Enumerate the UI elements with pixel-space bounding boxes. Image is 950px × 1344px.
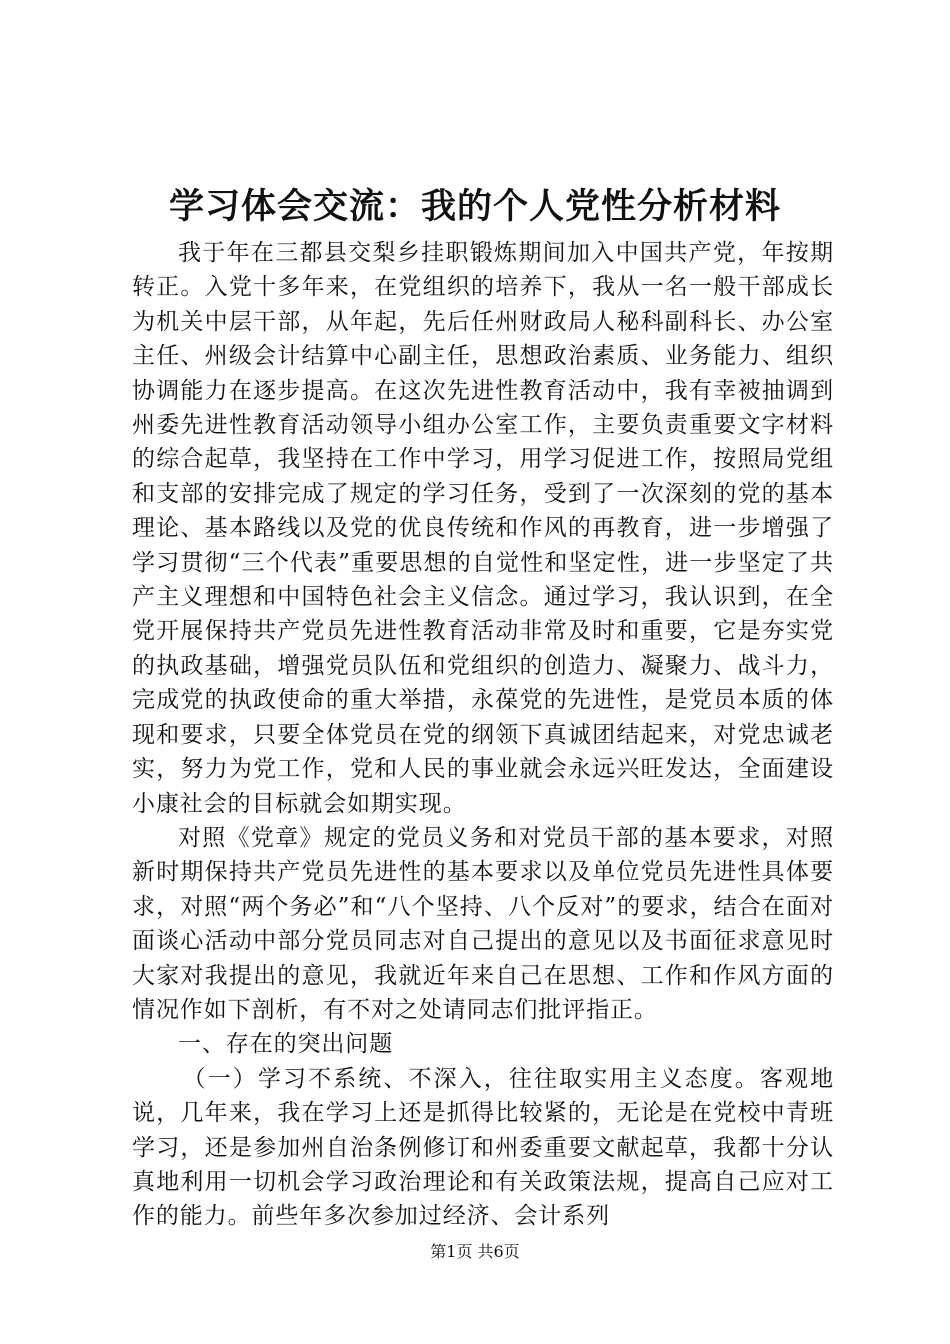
page-footer: 第1页 共6页 (430, 1242, 520, 1261)
document-title: 学习体会交流：我的个人党性分析材料 (168, 186, 781, 227)
document-body (132, 236, 834, 1234)
body-paragraph-2: 对照《党章》规定的党员义务和对党员干部的基本要求，对照新时期保持共产党员先进性的基本要求以及单位党员先进性具体要求，对照“两个务必”和“八个坚持、八个反对”的要求，结合在面对面谈心活动中部分党员同志对自己提出的意见以及书面征求意见时大家对我提出的意见，我就近年来自己在思想、工作和作风方面的情况作如下剖析，有不对之处请同志们批评指正。 (132, 824, 834, 1023)
subsection-paragraph: （一）学习不系统、不深入，往往取实用主义态度。客观地说，几年来，我在学习上还是抓得比较紧的，无论是在党校中青班学习，还是参加州自治条例修订和州委重要文献起草，我都十分认真地利用一切机会学习政治理论和有关政策法规，提高自己应对工作的能力。前些年多次参加过经济、会计系列 (132, 1065, 834, 1230)
section-heading: 一、存在的突出问题 (178, 1031, 394, 1058)
body-paragraph-1: 我于年在三都县交梨乡挂职锻炼期间加入中国共产党，年按期转正。入党十多年来，在党组织的培养下，我从一名一般干部成长为机关中层干部，从年起，先后任州财政局人秘科副科长、办公室主任、州级会计结算中心副主任，思想政治素质、业务能力、组织协调能力在逐步提高。在这次先进性教育活动中，我有幸被抽调到州委先进性教育活动领导小组办公室工作，主要负责重要文字材料的综合起草，我坚持在工作中学习，用学习促进工作，按照局党组和支部的安排完成了规定的学习任务，受到了一次深刻的党的基本理论、基本路线以及党的优良传统和作风的再教育，进一步增强了学习贯彻“三个代表”重要思想的自觉性和坚定性，进一步坚定了共产主义理想和中国特色社会主义信念。通过学习，我认识到，在全党开展保持共产党员先进性教育活动非常及时和重要，它是夯实党的执政基础，增强党员队伍和党组织的创造力、凝聚力、战斗力，完成党的执政使命的重大举措，永葆党的先进性，是党员本质的体现和要求，只要全体党员在党的纲领下真诚团结起来，对党忠诚老实，努力为党工作，党和人民的事业就会永远兴旺发达，全面建设小康社会的目标就会如期实现。 (132, 240, 834, 817)
